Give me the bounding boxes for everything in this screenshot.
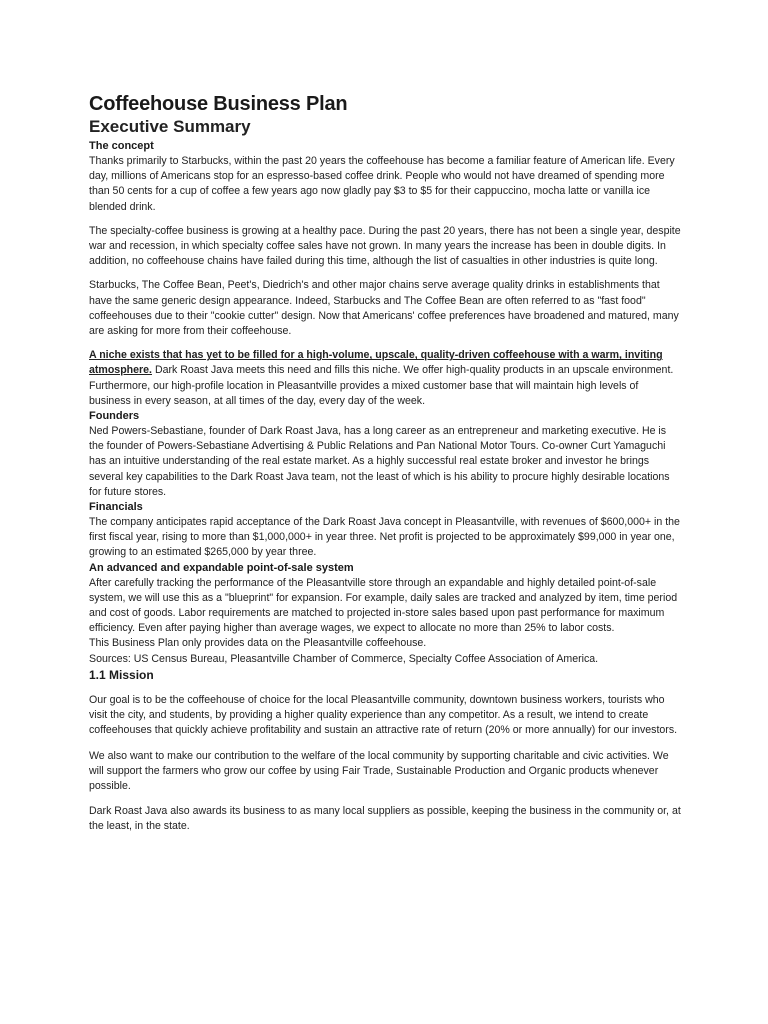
financials-paragraph: The company anticipates rapid acceptance of the Dark Roast Java concept in Pleasantville, with revenues of $600,000+ in the first fiscal year, rising to more than $1,000,000+ in year three. Net profit is projected to be approximately $99,000 in year one, growing to an estimated $265,000 by year three.	[89, 516, 680, 559]
concept-paragraph-2: The specialty-coffee business is growing at a healthy pace. During the past 20 years, there has not been a single year, despite war and recession, in which specialty coffee sales have not grown. In many years the increase has been in double digits. In addition, no coffeehouse chains have failed during this time, although the list of casualties in other industries is quite long.	[89, 224, 681, 268]
mission-heading: 1.1 Mission	[89, 667, 154, 682]
pos-heading: An advanced and expandable point-of-sale system	[89, 561, 354, 574]
mission-paragraph-2: We also want to make our contribution to the welfare of the local community by supporting charitable and civic activities. We will support the farmers who grow our coffee by using Fair Trade, Sustainable Production and Organic products whenever possible.	[89, 749, 669, 792]
concept-heading: The concept	[89, 140, 154, 152]
founders-heading: Founders	[89, 410, 140, 423]
document-page	[89, 92, 681, 845]
niche-paragraph	[89, 348, 681, 409]
concept-paragraph-1: Thanks primarily to Starbucks, within the past 20 years the coffeehouse has become a familiar feature of American life. Every day, millions of Americans stop for an espresso-based coffee drink. People who would not have dreamed of spending more than 50 cents for a cup of coffee a few years ago now gladly pay $3 to $5 for their cappuccino, mocha latte or vanilla ice blended drink.	[89, 155, 675, 213]
document-title: Coffeehouse Business Plan	[89, 93, 348, 115]
financials-heading: Financials	[89, 501, 143, 514]
niche-emphasis: A niche exists that has yet to be filled for a high-volume, upscale, quality-driven coffeehouse with a warm, inviting atmosphere.	[89, 349, 663, 377]
mission-paragraph-1: Our goal is to be the coffeehouse of choice for the local Pleasantville community, downtown business workers, tourists who visit the city, and students, by providing a higher quality experience than any competitor. As a result, we intend to create coffeehouses that quickly achieve profitability and sustain an attractive rate of return (20% or more annually) for our investors.	[89, 693, 678, 737]
niche-rest: Dark Roast Java meets this need and fills this niche. We offer high-quality products in an upscale environment. Furthermore, our high-profile location in Pleasantville provides a mixed customer base that will maintain high levels of business in every season, at all times of the day, every day of the week.	[89, 364, 674, 407]
concept-paragraph-3: Starbucks, The Coffee Bean, Peet's, Diedrich's and other major chains serve average quality drinks in establishments that have the same generic design appearance. Indeed, Starbucks and The Coffee Bean are often referred to as "fast food" coffeehouses due to their "cookie cutter" design. Now that Americans' coffee preferences have broadened and matured, many are asking for more from their coffeehouse.	[89, 279, 679, 338]
executive-summary-heading: Executive Summary	[89, 117, 251, 136]
mission-paragraph-3: Dark Roast Java also awards its business to as many local suppliers as possible, keeping the business in the community or, at the least, in the state.	[89, 805, 681, 833]
founders-paragraph: Ned Powers-Sebastiane, founder of Dark Roast Java, has a long career as an entrepreneur and marketing executive. He is the founder of Powers-Sebastiane Advertising & Public Relations and Pan National Motor Tours. Co-owner Curt Yamaguchi has an intuitive understanding of the real estate market. As a highly successful real estate broker and investor he brings several key capabilities to the Dark Roast Java team, not the least of which is his ability to procure highly desirable locations for future stores.	[89, 425, 670, 498]
sources-line: Sources: US Census Bureau, Pleasantville Chamber of Commerce, Specialty Coffee Association of America.	[89, 652, 599, 665]
pos-paragraph: After carefully tracking the performance of the Pleasantville store through an expandable and highly detailed point-of-sale system, we will use this as a "blueprint" for expansion. For example, daily sales are tracked and analyzed by item, time period and cost of goods. Labor requirements are matched to projected in-store sales based upon past performance for maximum efficiency. Even after paying higher than average wages, we expect to allocate no more than 25% to labor costs.	[89, 576, 678, 635]
pos-note: This Business Plan only provides data on the Pleasantville coffeehouse.	[89, 637, 427, 650]
